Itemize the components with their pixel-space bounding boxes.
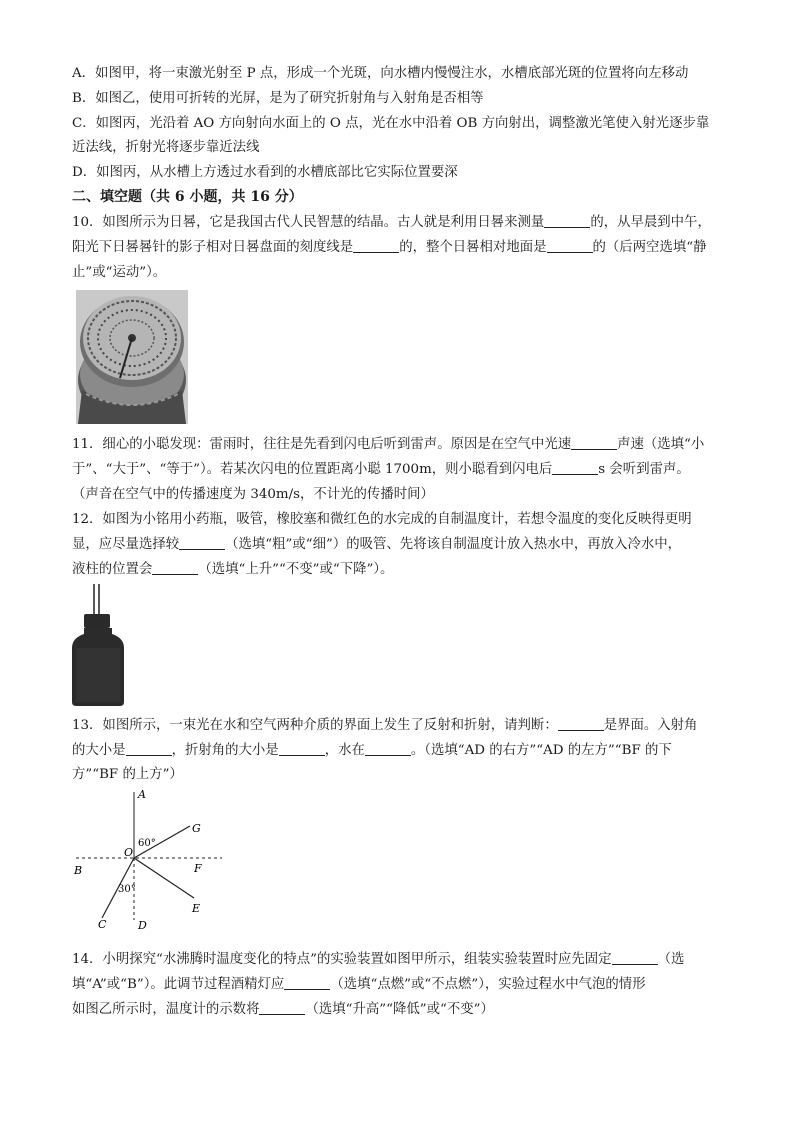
label-g: G [192, 822, 201, 835]
q13-text-d: ，折射角的大小是 [171, 743, 279, 758]
ray-oe [134, 858, 194, 898]
q13-blank2[interactable] [126, 741, 172, 756]
label-b: B [74, 864, 83, 877]
option-d: D．如图丙，从水槽上方透过水看到的水槽底部比它实际位置要深 [72, 165, 458, 180]
section-title: 二、填空题（共 6 小题，共 16 分） [72, 189, 303, 205]
q12-line1: 12．如图为小铭用小药瓶，吸管，橡胶塞和微红色的水完成的自制温度计，若想令温度的变化反映得更明 [72, 512, 692, 527]
q10-text-b: 的，从早晨到中午， [590, 215, 711, 230]
q12-text-d: （选填“上升”“不变”或“下降”）。 [198, 562, 394, 577]
label-e: E [192, 902, 201, 915]
q11-text-a: 11．细心的小聪发现：雷雨时，往往是先看到闪电后听到雷声。原因是在空气中光速 [72, 437, 572, 452]
q13-text-e: ，水在 [324, 743, 365, 758]
q13-blank3[interactable] [279, 741, 325, 756]
q12-line2 [72, 533, 732, 557]
angle-30: 30° [118, 884, 136, 895]
q14-text-c: 填“A”或“B”）。此调节过程酒精灯应 [72, 977, 285, 992]
q14-line1 [72, 948, 732, 972]
q12-text-b: （选填“粗”或“细”）的吸管、先将该自制温度计放入热水中，再放入冷水中， [225, 537, 682, 552]
q14-blank3[interactable] [259, 1000, 305, 1015]
q13-line3: 方”“BF 的上方”） [72, 767, 183, 782]
q12-blank2[interactable] [152, 560, 198, 575]
q11-line2 [72, 458, 732, 482]
q12-line3 [72, 558, 732, 582]
bottle-thermometer-image [70, 584, 126, 708]
q14-line2 [72, 973, 732, 997]
q11-line3: （声音在空气中的传播速度为 340m/s，不计光的传播时间） [72, 487, 434, 502]
label-f: F [194, 862, 202, 875]
q10-line2 [72, 236, 732, 260]
q10-text-a: 10．如图所示为日晷，它是我国古代人民智慧的结晶。古人就是利用日晷来测量 [72, 215, 545, 230]
q13-line2 [72, 739, 732, 763]
q13-blank4[interactable] [365, 741, 411, 756]
q13-line1 [72, 714, 732, 738]
label-d: D [138, 919, 147, 932]
q13-text-f: 。（选填“AD 的右方”“AD 的左方”“BF 的下 [410, 743, 672, 758]
q11-blank2[interactable] [552, 460, 598, 475]
q10-line3: 止”或“运动”）。 [72, 265, 167, 280]
angle-60: 60° [138, 838, 156, 849]
q14-text-e: 如图乙所示时，温度计的示数将 [72, 1002, 260, 1017]
q13-text-c: 的大小是 [72, 743, 126, 758]
q13-blank1[interactable] [558, 716, 604, 731]
q13-text-b: 是界面。入射角 [603, 718, 698, 733]
q10-blank1[interactable] [544, 213, 590, 228]
q14-line3 [72, 998, 732, 1022]
q12-text-c: 液柱的位置会 [72, 562, 153, 577]
sundial-image [76, 290, 188, 424]
q12-blank1[interactable] [179, 535, 225, 550]
q14-text-a: 14．小明探究“水沸腾时温度变化的特点”的实验装置如图甲所示，组装实验装置时应先固定 [72, 952, 612, 967]
q11-blank1[interactable] [571, 435, 617, 450]
q10-text-e: 的（后两空选填“静 [592, 240, 707, 255]
q14-text-d: （选填“点燃”或“不点燃”），实验过程水中气泡的情形 [330, 977, 646, 992]
q11-text-b: 声速（选填“小 [617, 437, 705, 452]
q11-line1 [72, 433, 732, 457]
q14-blank1[interactable] [612, 950, 658, 965]
q10-line1 [72, 211, 732, 235]
q10-blank3[interactable] [547, 238, 593, 253]
label-c: C [98, 918, 107, 931]
option-c-line2: 近法线，折射光将逐步靠近法线 [72, 140, 260, 155]
q10-text-d: 的，整个日晷相对地面是 [399, 240, 547, 255]
q11-text-d: s 会听到雷声。 [598, 462, 690, 477]
q14-text-b: （选 [657, 952, 685, 967]
q10-blank2[interactable] [353, 238, 399, 253]
q14-text-f: （选填“升高”“降低”或“不变”） [305, 1002, 494, 1017]
q13-text-a: 13．如图所示，一束光在水和空气两种介质的界面上发生了反射和折射，请判断： [72, 718, 558, 733]
option-b: B．如图乙，使用可折转的光屏，是为了研究折射角与入射角是否相等 [72, 91, 484, 106]
label-a: A [138, 788, 146, 801]
q11-text-c: 于”、“大于”、“等于”）。若某次闪电的位置距离小聪 1700m，则小聪看到闪电后 [72, 462, 553, 477]
q10-text-c: 阳光下日晷晷针的影子相对日晷盘面的刻度线是 [72, 240, 354, 255]
q12-text-a: 显，应尽量选择较 [72, 537, 180, 552]
option-c-line1: C．如图丙，光沿着 AO 方向射向水面上的 O 点，光在水中沿着 OB 方向射出，调整激光笔使入射光逐步靠 [72, 116, 710, 131]
option-a: A．如图甲，将一束激光射至 P 点，形成一个光斑，向水槽内慢慢注水，水槽底部光斑的位置将向左移动 [72, 66, 689, 81]
q14-blank2[interactable] [284, 975, 330, 990]
label-o: O [124, 846, 134, 859]
light-ray-diagram [72, 786, 232, 932]
